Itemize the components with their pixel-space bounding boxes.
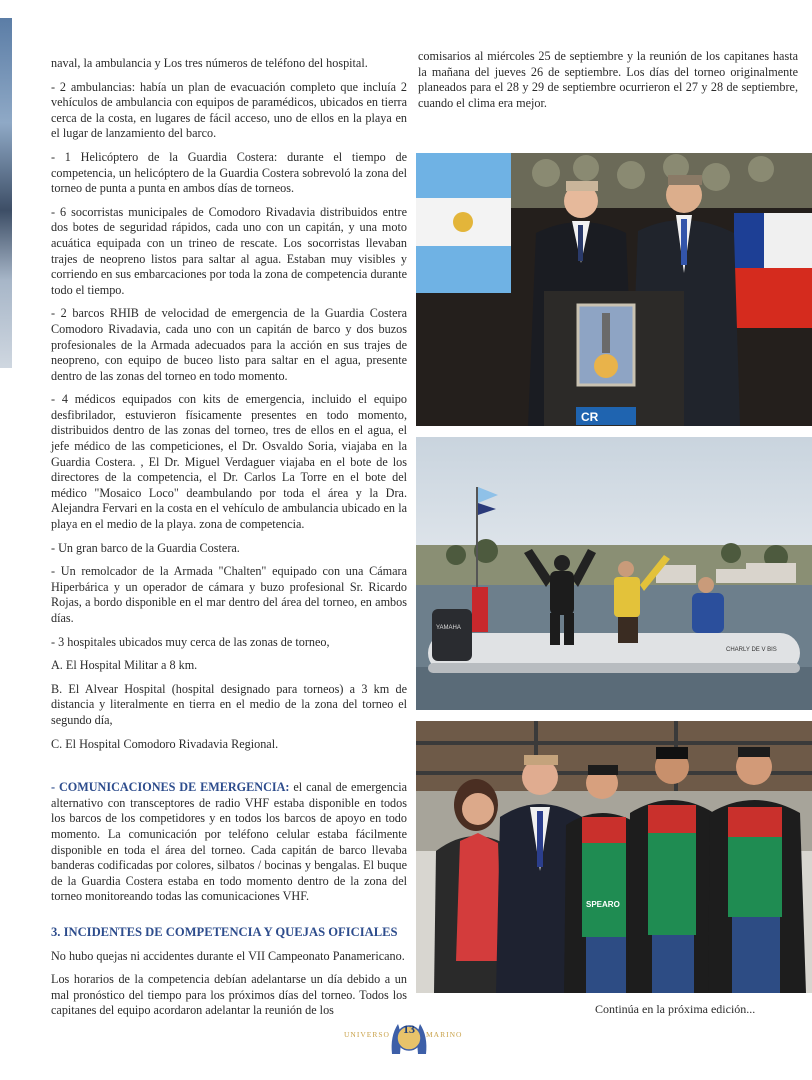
previous-page-photo-edge xyxy=(0,18,12,368)
paragraph: - Un gran barco de la Guardia Costera. xyxy=(51,540,240,555)
paragraph: Los horarios de la competencia debían adelantarse un día debido a un mal pronóstico del tiempo para los próximos días del torneo. Todos los capitanes del equipo acordaron adelantar la reunión de los xyxy=(51,972,407,1018)
paragraph: - Un remolcador de la Armada "Chalten" equipado con una Cámara Hiperbárica y un operador de cámara y buzo profesional Sr. Ricardo Rojas, a bordo disponible en el mar dentro del área del torneo, en ambos días. xyxy=(51,564,407,625)
page-number: 13 xyxy=(403,1022,415,1036)
paragraph: - 1 Helicóptero de la Guardia Costera: durante el tiempo de competencia, un helicóptero de la Guardia Costera sobrevoló la zona del torneo de punta a punta en ambos días de torneos. xyxy=(51,149,407,196)
footer-brand-left: UNIVERSO xyxy=(344,1030,390,1039)
podium xyxy=(544,291,684,426)
photo-team-group xyxy=(416,721,812,993)
motor-brand-text: YAMAHA xyxy=(436,625,461,631)
outboard-motor xyxy=(432,609,472,661)
paragraph: - 4 médicos equipados con kits de emergencia, incluido el equipo desfibrilador, estuvieron físicamente presentes en todo momento, distribuidos dentro de las zonas del torneo, tres de ellos en el agua, el jefe médico de las competiciones, el Dr. Osvaldo Soria, viajaba en la Guardia Costera. , El Dr. Miguel Verdaguer viajaba en el bote de los directores de la competencia, el Dr. Carlos La Torre en el bote del médico "Mosaico Loco" deambulando por toda el área y la Dra. Alejandra Fervari en la costa en el vehículo de ambulancia ubicado en la playa en el medio de la playa. zona de competencia. xyxy=(51,392,407,532)
right-text-column xyxy=(418,49,798,111)
section-3-heading: 3. INCIDENTES DE COMPETENCIA Y QUEJAS OFICIALES xyxy=(51,924,398,939)
paragraph: A. El Hospital Militar a 8 km. xyxy=(51,658,198,673)
communications-paragraph xyxy=(51,780,407,905)
paragraph: - 2 barcos RHIB de velocidad de emergencia de la Guardia Costera Comodoro Rivadavia, cada uno con un capitán de barco y dos buzos profesionales de la Armada adecuados para la acción en sus trajes de neopreno, con equipo de buceo listo para saltar en el agua, presente dentro de las zonas del torneo en todo momento. xyxy=(51,306,407,383)
paragraph: comisarios al miércoles 25 de septiembre y la reunión de los capitanes hasta la mañana del jueves 26 de septiembre. Los días del torneo originalmente planeados para el 28 y 29 de septiembre ocurrieron el 27 y 28 de septiembre, cuando el clima era mejor. xyxy=(418,49,798,110)
paragraph: No hubo quejas ni accidentes durante el VII Campeonato Panamericano. xyxy=(51,948,405,963)
shirt-logo-text: SPEARO xyxy=(586,900,620,909)
paragraph: - 6 socorristas municipales de Comodoro Rivadavia distribuidos entre dos botes de seguridad rápidos, cada uno con un capitán, y una moto acuática equipada con un trineo de rescate. Los socorristas llevaban trajes de neopreno listos para saltar al agua. Estaban muy visibles y corriendo en sus embarcaciones por toda la zona de competencia durante todo el tiempo. xyxy=(51,204,407,297)
left-text-column xyxy=(51,56,407,1027)
podium-logo-text: CR xyxy=(581,410,599,424)
inflatable-boat xyxy=(428,633,800,673)
communications-heading: - COMUNICACIONES DE EMERGENCIA: xyxy=(51,780,290,795)
boat-name-text: CHARLY DE V BIS xyxy=(726,647,777,653)
photo-podium-speech xyxy=(416,153,812,426)
continued-next-issue: Continúa en la próxima edición... xyxy=(595,1002,756,1016)
photo-diver-boat xyxy=(416,437,812,710)
paragraph: - 2 ambulancias: había un plan de evacuación completo que incluía 2 vehículos de ambulancia con equipos de paramédicos, ubicados en tierra cerca de la costa, en lugares de fácil acceso, uno de ellos en la playa en el lugar de lanzamiento del barco. xyxy=(51,79,407,141)
footer-brand-right: MARINO xyxy=(426,1030,463,1039)
argentina-flag xyxy=(416,153,511,293)
chile-flag xyxy=(734,213,812,328)
page-footer xyxy=(0,1016,812,1056)
communications-text: el canal de emergencia alternativo con transceptores de radio VHF estaba disponible en todos los barcos de los competidores y en todos los barcos de apoyo en todo momento. La comunicación por teléfono celular estaba fácilmente disponible en toda el área del torneo. Cada capitán de barco llevaba banderas codificadas por colores, silbatos / bocinas y bengalas. El buque de la Guardia Costera estaba en todo momento dentro de la zona del torneo monitoreando todas las comunicaciones VHF. xyxy=(51,780,407,904)
paragraph: - 3 hospitales ubicados muy cerca de las zonas de torneo, xyxy=(51,634,330,649)
paragraph: B. El Alvear Hospital (hospital designado para torneos) a 3 km de distancia y literalmente en tierra en el medio de la zona del torneo el segundo día, xyxy=(51,681,407,727)
paragraph: C. El Hospital Comodoro Rivadavia Regional. xyxy=(51,736,279,751)
paragraph: naval, la ambulancia y Los tres números de teléfono del hospital. xyxy=(51,56,368,70)
